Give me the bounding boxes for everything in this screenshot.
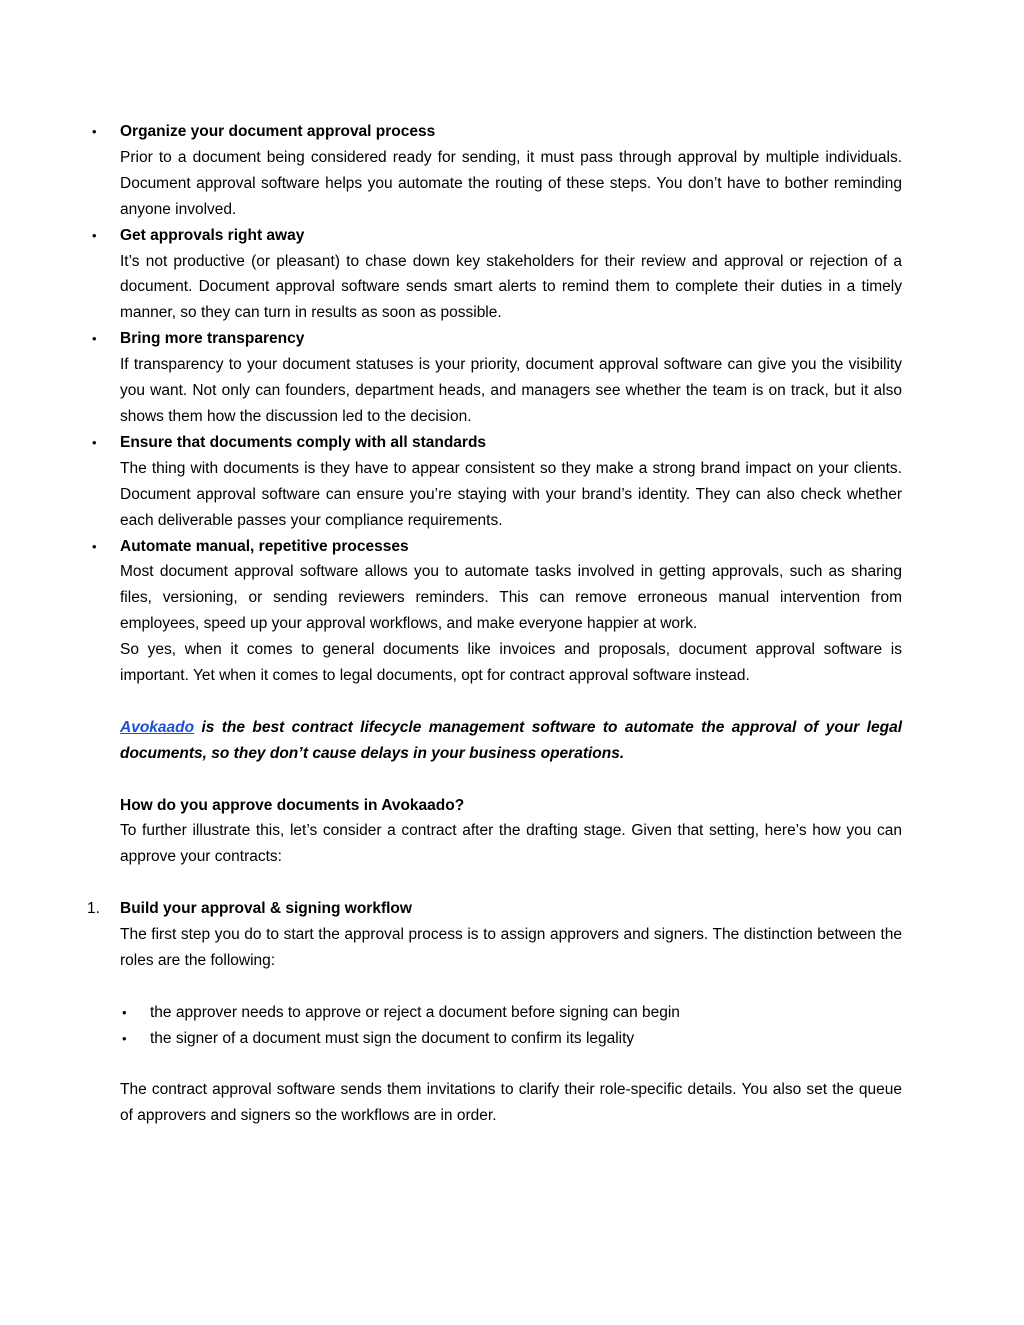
- benefit-heading: Get approvals right away: [120, 226, 305, 244]
- conclusion-paragraph: So yes, when it comes to general documents like invoices and proposals, document approval software is important. Yet when it comes to legal documents, opt for contract approval software instead.: [120, 641, 902, 685]
- benefit-body: The thing with documents is they have to appear consistent so they make a strong brand impact on your clients. Document approval software can ensure you’re staying with your brand’s identity. They can also check whether each deliverable passes your compliance requirements.: [120, 459, 902, 529]
- benefit-body: It’s not productive (or pleasant) to chase down key stakeholders for their review and approval or rejection of a document. Document approval software sends smart alerts to remind them to complete their duties in a timely manner, so they can turn in results as soon as possible.: [120, 252, 902, 322]
- benefit-heading: Bring more transparency: [120, 330, 305, 348]
- document-content: [87, 119, 902, 1129]
- promo-text: is the best contract lifecycle management software to automate the approval of your legal documents, so they don’t cause delays in your business operations.: [120, 718, 902, 762]
- benefit-body: Prior to a document being considered ready for sending, it must pass through approval by multiple individuals. Document approval software helps you automate the routing of these steps. You don’t have to bother reminding anyone involved.: [120, 148, 902, 218]
- role-text: the signer of a document must sign the document to confirm its legality: [150, 1029, 635, 1047]
- role-list-item: [120, 1000, 902, 1026]
- benefit-item: [92, 326, 902, 430]
- step-item: [87, 896, 902, 974]
- benefit-item: [92, 223, 902, 327]
- benefit-item: [92, 534, 902, 638]
- bullet-icon: •: [92, 538, 97, 554]
- step-number: 1.: [87, 900, 100, 918]
- promo-paragraph: [120, 715, 902, 767]
- step-body: The first step you do to start the approval process is to assign approvers and signers. The distinction between the roles are the following:: [120, 926, 902, 969]
- benefit-body: If transparency to your document statuses is your priority, document approval software can give you the visibility you want. Not only can founders, department heads, and managers see whether the team is on track, but it also shows them how the discussion led to the decision.: [120, 356, 902, 425]
- closing-paragraph: The contract approval software sends them invitations to clarify their role-specific details. You also set the queue of approvers and signers so the workflows are in order.: [120, 1081, 902, 1125]
- benefit-item: [92, 119, 902, 223]
- bullet-icon: •: [92, 227, 97, 243]
- bullet-icon: •: [122, 1004, 127, 1020]
- howto-heading: How do you approve documents in Avokaado?: [120, 796, 465, 814]
- role-list-item: [120, 1026, 902, 1052]
- benefit-heading: Automate manual, repetitive processes: [120, 537, 409, 555]
- role-text: the approver needs to approve or reject a document before signing can begin: [150, 1003, 680, 1021]
- bullet-icon: •: [92, 331, 97, 347]
- howto-body: To further illustrate this, let’s consider a contract after the drafting stage. Given that setting, here’s how you can approve your contracts:: [120, 822, 902, 866]
- bullet-icon: •: [122, 1030, 127, 1046]
- avokaado-link[interactable]: Avokaado: [120, 718, 195, 736]
- bullet-icon: •: [92, 434, 97, 450]
- bullet-icon: •: [92, 124, 97, 139]
- benefit-item: [92, 430, 902, 534]
- benefit-heading: Organize your document approval process: [120, 123, 436, 140]
- step-heading: Build your approval & signing workflow: [120, 900, 412, 918]
- benefit-body: Most document approval software allows you to automate tasks involved in getting approvals, such as sharing files, versioning, or sending reviewers reminders. This can remove erroneous manual intervention from employees, speed up your approval workflows, and make everyone happier at work.: [120, 563, 902, 633]
- benefit-heading: Ensure that documents comply with all standards: [120, 433, 487, 451]
